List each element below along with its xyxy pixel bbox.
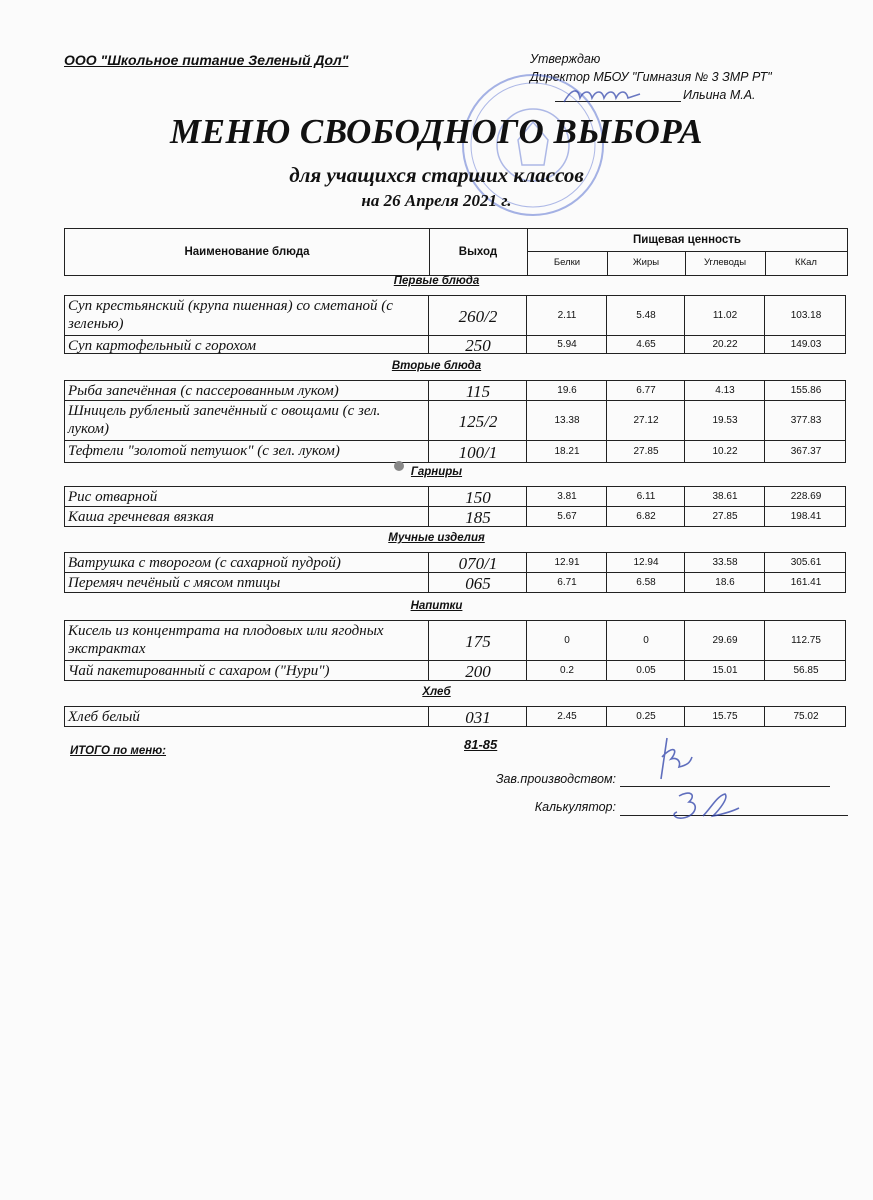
section-title: Вторые блюда [391,360,482,372]
dish-output: 260/2 [458,307,498,326]
section-title: Напитки [410,600,463,612]
nutrition-kcal-value: 103.18 [790,310,822,321]
dish-name: Тефтели "золотой петушок" (с зел. луком) [68,443,340,459]
dish-name: Рис отварной [68,489,158,505]
nutrition-kcal-value: 367.37 [790,446,822,457]
nutrition-proteins-value: 5.94 [557,339,577,350]
nutrition-carbs-value: 15.01 [712,665,738,676]
nutrition-carbs-value: 33.58 [712,557,738,568]
nutrition-fats-value: 27.85 [633,446,659,457]
director-signature-icon [560,84,670,106]
dish-output: 150 [465,488,491,507]
nutrition-kcal-value: 56.85 [793,665,819,676]
dish-name: Суп картофельный с горохом [68,338,257,354]
nutrition-proteins-value: 2.11 [557,310,577,321]
nutrition-kcal-value: 161.41 [790,577,822,588]
nutrition-fats-value: 27.12 [633,415,659,426]
menu-date: на 26 Апреля 2021 г. [361,191,512,210]
nutrition-proteins-value: 0.2 [560,665,574,676]
dish-output: 031 [465,708,491,727]
approval-position: Директор МБОУ "Гимназия № 3 ЗМР РТ" [530,70,772,84]
column-fats-header: Жиры [632,257,660,268]
page-subtitle: для учащихся старших классов [289,163,584,187]
nutrition-fats-value: 6.11 [636,491,656,502]
nutrition-proteins-value: 19.6 [557,385,577,396]
table-row [64,660,846,681]
nutrition-fats-value: 12.94 [633,557,659,568]
nutrition-proteins-value: 12.91 [554,557,580,568]
table-row [64,572,846,593]
section-title: Гарниры [410,466,463,478]
nutrition-kcal-value: 112.75 [791,635,821,646]
total-value: 81-85 [464,737,498,752]
nutrition-fats-value: 6.82 [636,511,656,522]
nutrition-kcal-value: 377.83 [790,415,822,426]
approval-director-name: Ильина М.А. [683,88,756,102]
production-head-signature-icon [645,735,695,785]
dish-output: 115 [465,382,491,401]
nutrition-fats-value: 6.58 [636,577,656,588]
nutrition-kcal-value: 198.41 [790,511,822,522]
total-label: ИТОГО по меню: [70,745,167,757]
column-kcal-header: ККал [795,257,817,268]
nutrition-fats-value: 0 [643,635,649,646]
nutrition-proteins-value: 3.81 [557,491,577,502]
dish-name: Суп крестьянский (крупа пшенная) со сметаной (с зеленью) [68,298,393,332]
nutrition-kcal-value: 155.86 [790,385,822,396]
dish-name: Чай пакетированный с сахаром ("Нури") [68,663,330,679]
nutrition-fats-value: 5.48 [636,310,656,321]
page-title: МЕНЮ СВОБОДНОГО ВЫБОРА [170,112,703,151]
section-title: Хлеб [422,686,451,698]
section-title: Первые блюда [393,275,480,287]
dish-name: Каша гречневая вязкая [68,509,214,525]
calculator-label: Калькулятор: [534,800,616,814]
table-row [64,335,846,354]
nutrition-kcal-value: 305.61 [790,557,822,568]
nutrition-proteins-value: 18.21 [554,446,580,457]
dish-output: 065 [465,574,491,593]
section-title: Мучные изделия [388,532,485,544]
nutrition-kcal-value: 149.03 [790,339,822,350]
table-row [64,706,846,727]
table-row [64,440,846,463]
table-row [64,620,846,661]
table-header [64,228,848,276]
nutrition-kcal-value: 75.02 [793,711,819,722]
dish-name: Перемяч печёный с мясом птицы [68,575,281,591]
dish-name: Кисель из концентрата на плодовых или ягодных экстрактах [68,623,384,657]
nutrition-fats-value: 6.77 [636,385,656,396]
table-row [64,380,846,401]
decorative-dot [394,461,404,471]
nutrition-carbs-value: 15.75 [712,711,738,722]
dish-output: 100/1 [458,443,498,462]
dish-output: 125/2 [458,412,498,431]
nutrition-carbs-value: 29.69 [712,635,738,646]
nutrition-carbs-value: 18.6 [715,577,735,588]
nutrition-proteins-value: 2.45 [557,711,577,722]
table-row [64,400,846,441]
production-head-signature-line [620,786,830,787]
nutrition-kcal-value: 228.69 [790,491,822,502]
table-row [64,295,846,336]
column-carbs-header: Углеводы [703,257,747,268]
nutrition-proteins-value: 6.71 [557,577,577,588]
dish-output: 070/1 [458,554,498,573]
calculator-signature-icon [655,788,745,824]
table-row [64,486,846,507]
nutrition-proteins-value: 13.38 [554,415,580,426]
dish-output: 200 [465,662,491,681]
table-row [64,552,846,573]
nutrition-carbs-value: 20.22 [712,339,738,350]
dish-name: Ватрушка с творогом (с сахарной пудрой) [68,555,341,571]
dish-output: 175 [465,632,491,651]
column-name-header: Наименование блюда [184,246,310,258]
approval-title: Утверждаю [530,52,601,66]
dish-name: Хлеб белый [68,709,140,725]
column-nutrition-header: Пищевая ценность [633,234,741,246]
nutrition-carbs-value: 4.13 [715,385,735,396]
company-name: ООО "Школьное питание Зеленый Дол" [64,52,349,68]
nutrition-carbs-value: 38.61 [712,491,738,502]
column-proteins-header: Белки [553,257,581,268]
table-row [64,506,846,527]
nutrition-proteins-value: 0 [564,635,570,646]
column-output-header: Выход [458,246,498,258]
nutrition-carbs-value: 27.85 [712,511,738,522]
dish-name: Шницель рубленый запечённый с овощами (с зел. луком) [68,403,381,437]
production-head-label: Зав.производством: [495,772,616,786]
nutrition-carbs-value: 10.22 [712,446,738,457]
nutrition-fats-value: 4.65 [636,339,656,350]
dish-output: 185 [465,508,491,527]
nutrition-fats-value: 0.05 [636,665,656,676]
nutrition-carbs-value: 11.02 [712,310,738,321]
nutrition-fats-value: 0.25 [636,711,656,722]
nutrition-carbs-value: 19.53 [712,415,738,426]
dish-name: Рыба запечённая (с пассерованным луком) [68,383,339,399]
dish-output: 250 [465,336,491,355]
nutrition-proteins-value: 5.67 [557,511,577,522]
